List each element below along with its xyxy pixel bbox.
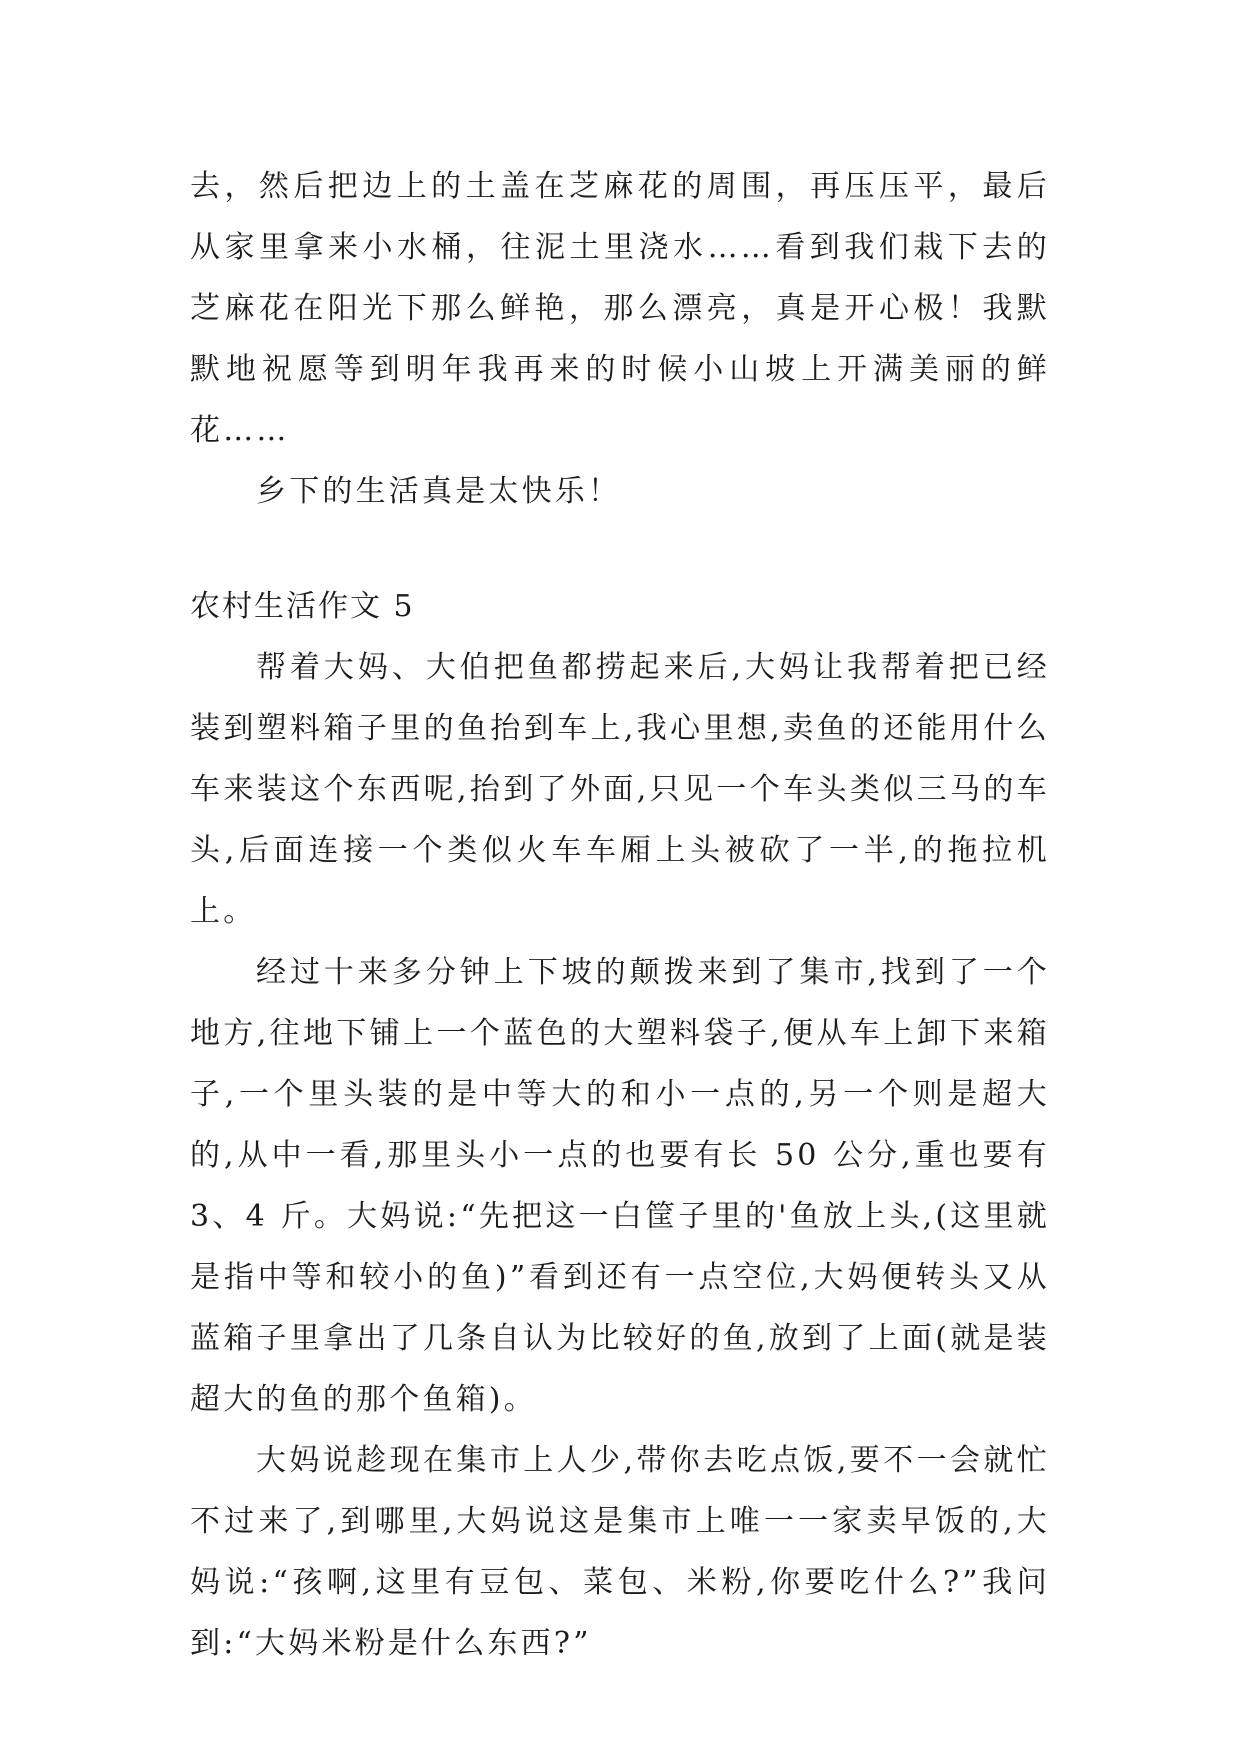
closing-paragraph: 乡下的生活真是太快乐！: [256, 474, 622, 509]
continuation-paragraph: 去，然后把边上的土盖在芝麻花的周围，再压压平，最后从家里拿来小水桶，往泥土里浇水……看到我们栽下去的芝麻花在阳光下那么鲜艳，那么漂亮，真是开心极！我默默地祝愿等到明年我再来的时候小山坡上开满美丽的鲜花……: [190, 169, 1050, 448]
body-paragraph-1: 帮着大妈、大伯把鱼都捞起来后,大妈让我帮着把已经装到塑料箱子里的鱼抬到车上,我心里想,卖鱼的还能用什么车来装这个东西呢,抬到了外面,只见一个车头类似三马的车头,后面连接一个类似火车车厢上头被砍了一半,的拖拉机上。: [190, 650, 1050, 929]
section-title: 农村生活作文 5: [190, 589, 415, 624]
section-spacer: [190, 522, 1050, 576]
document-body: [190, 156, 1050, 1674]
body-paragraph-2: 经过十来多分钟上下坡的颠拨来到了集市,找到了一个地方,往地下铺上一个蓝色的大塑料袋子,便从车上卸下来箱子,一个里头装的是中等大的和小一点的,另一个则是超大的,从中一看,那里头小一点的也要有长 50 公分,重也要有 3、4 斤。大妈说:“先把这一白筐子里的'鱼放上头,(这里就是指中等和较小的鱼)”看到还有一点空位,大妈便转头又从蓝箱子里拿出了几条自认为比较好的鱼,放到了上面(就是装超大的鱼的那个鱼箱)。: [190, 955, 1050, 1417]
body-paragraph-3: 大妈说趁现在集市上人少,带你去吃点饭,要不一会就忙不过来了,到哪里,大妈说这是集市上唯一一家卖早饭的,大妈说:“孩啊,这里有豆包、菜包、米粉,你要吃什么?”我问到:“大妈米粉是什么东西?”: [190, 1443, 1050, 1661]
